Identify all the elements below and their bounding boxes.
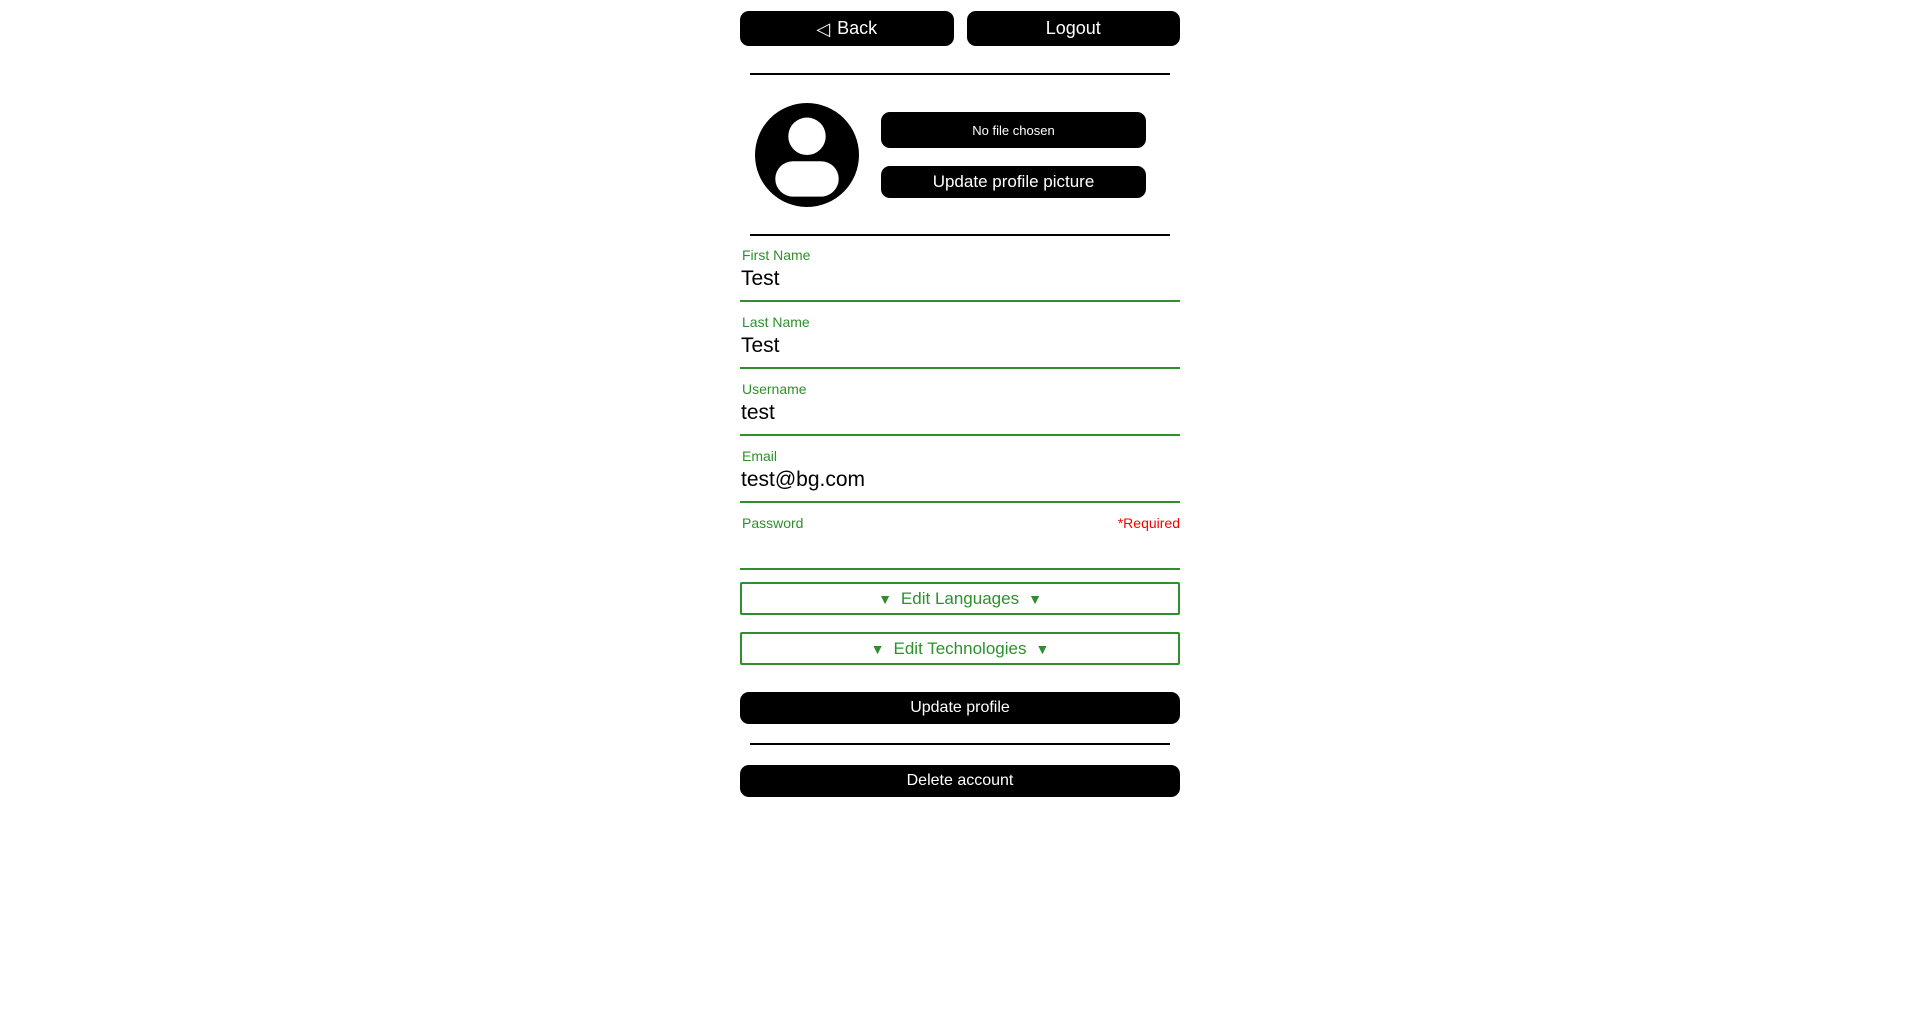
top-button-row	[740, 11, 1180, 46]
picture-controls	[881, 112, 1146, 198]
field-last-name	[740, 314, 1180, 369]
chevron-down-icon: ▼	[870, 640, 885, 657]
email-label: Email	[742, 448, 778, 464]
username-input[interactable]	[740, 401, 1180, 436]
profile-picture-file-input[interactable]	[881, 112, 1146, 148]
chevron-down-icon: ▼	[1035, 640, 1050, 657]
email-input[interactable]	[740, 468, 1180, 503]
profile-page	[740, 0, 1180, 797]
first-name-label: First Name	[742, 247, 811, 263]
update-profile-button[interactable]	[740, 692, 1180, 724]
back-arrow-icon: ◁	[816, 18, 831, 39]
person-avatar-icon	[755, 103, 859, 207]
divider-avatar	[750, 234, 1170, 236]
logout-button-label: Logout	[1045, 18, 1101, 38]
divider-danger	[750, 743, 1170, 745]
edit-technologies-button[interactable]	[740, 632, 1180, 665]
field-username	[740, 381, 1180, 436]
password-required-note: *Required	[1117, 515, 1180, 531]
field-email	[740, 448, 1180, 503]
update-profile-picture-button[interactable]	[881, 166, 1146, 198]
first-name-input[interactable]	[740, 267, 1180, 302]
edit-technologies-label: Edit Technologies	[893, 638, 1027, 658]
password-label: Password	[742, 515, 804, 531]
last-name-label: Last Name	[742, 314, 810, 330]
avatar-section	[740, 103, 1180, 207]
username-label: Username	[742, 381, 807, 397]
update-picture-label: Update profile picture	[932, 172, 1095, 191]
password-input[interactable]	[740, 535, 1180, 570]
divider-top	[750, 73, 1170, 75]
file-input-status-label: No file chosen	[972, 122, 1055, 138]
back-button[interactable]	[740, 11, 954, 46]
profile-form	[740, 247, 1180, 724]
back-button-label: Back	[837, 18, 878, 38]
edit-languages-label: Edit Languages	[900, 588, 1020, 608]
chevron-down-icon: ▼	[1028, 590, 1042, 607]
delete-account-button[interactable]	[740, 765, 1180, 797]
update-profile-label: Update profile	[910, 699, 1010, 716]
field-first-name	[740, 247, 1180, 302]
last-name-input[interactable]	[740, 334, 1180, 369]
logout-button[interactable]	[967, 11, 1181, 46]
chevron-down-icon: ▼	[878, 590, 892, 607]
delete-account-label: Delete account	[906, 772, 1014, 789]
field-password	[740, 515, 1180, 570]
edit-languages-button[interactable]	[740, 582, 1180, 615]
